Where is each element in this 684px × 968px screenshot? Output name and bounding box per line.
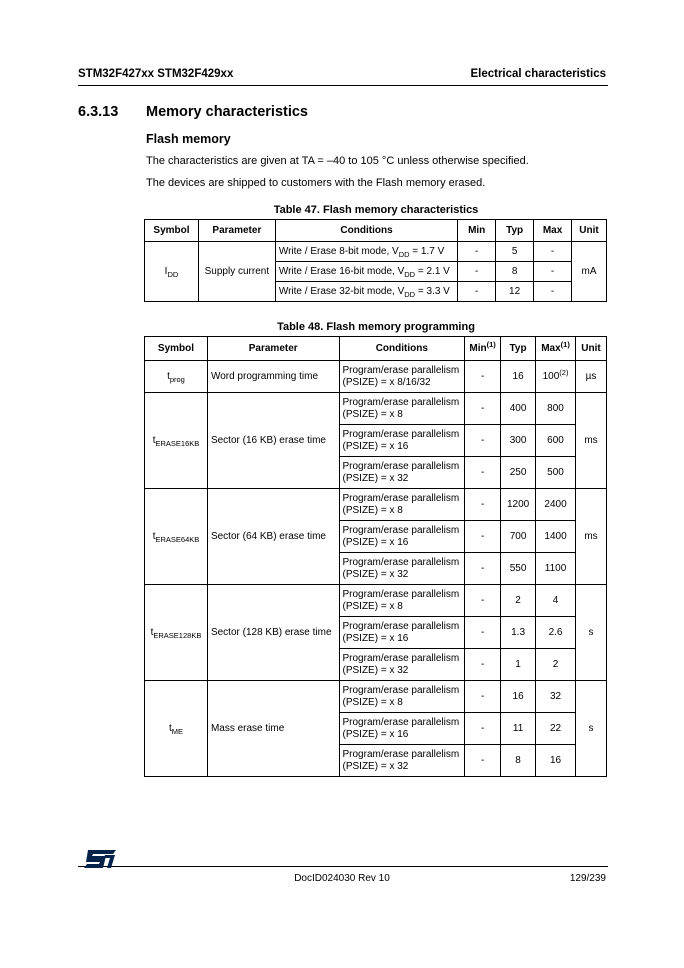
table48-min: - (465, 553, 501, 585)
table48-parameter: Sector (128 KB) erase time (207, 585, 339, 681)
table48-max: 2 (536, 649, 576, 681)
table48-unit: ms (576, 489, 607, 585)
table47-header-row (145, 220, 607, 242)
table47-header-conditions: Conditions (275, 220, 457, 242)
table48-max: 32 (536, 681, 576, 713)
table48-condition (339, 649, 465, 681)
condition-line2: (PSIZE) = x 16 (342, 440, 409, 452)
table47-condition (275, 282, 457, 302)
table48-symbol (145, 681, 208, 777)
table47-header-symbol: Symbol (145, 220, 199, 242)
table48-caption: Table 48. Flash memory programming (277, 321, 475, 333)
table48-condition (339, 553, 465, 585)
table48-typ: 16 (501, 681, 536, 713)
symbol-sub: DD (167, 269, 179, 279)
table47 (144, 219, 607, 302)
table-row (145, 489, 607, 521)
symbol-base: t (150, 626, 154, 638)
table48-unit: ms (576, 393, 607, 489)
table48-min: - (465, 713, 501, 745)
max-value: 100 (542, 370, 560, 382)
table48-min: - (465, 425, 501, 457)
symbol-base: t (167, 370, 170, 382)
table48-min: - (465, 361, 501, 393)
table48-header-conditions: Conditions (339, 337, 465, 361)
condition-pre: Write / Erase 8-bit mode, V (278, 245, 399, 257)
table48-symbol (145, 361, 208, 393)
table48-condition (339, 393, 465, 425)
symbol-sub: ERASE128KB (153, 630, 202, 640)
table48-symbol (145, 585, 208, 681)
condition-line2: (PSIZE) = x 8/16/32 (342, 376, 431, 388)
footer-doc-id: DocID024030 Rev 10 (294, 873, 390, 884)
header-right: Electrical characteristics (470, 68, 606, 80)
table48-max: 16 (536, 745, 576, 777)
table48-typ: 400 (501, 393, 536, 425)
table48-typ: 16 (501, 361, 536, 393)
table48 (144, 336, 607, 777)
header-max-label: Max (541, 342, 561, 354)
table48-symbol (145, 393, 208, 489)
table-row (145, 361, 607, 393)
condition-line1: Program/erase parallelism (342, 684, 460, 696)
section-number: 6.3.13 (78, 104, 119, 120)
condition-line2: (PSIZE) = x 32 (342, 472, 409, 484)
condition-sub: DD (404, 269, 416, 279)
table48-header-max (536, 337, 576, 361)
table48-min: - (465, 521, 501, 553)
table48-min: - (465, 745, 501, 777)
table48-header-min (465, 337, 501, 361)
table48-typ: 2 (501, 585, 536, 617)
condition-line1: Program/erase parallelism (342, 652, 460, 664)
condition-pre: Write / Erase 16-bit mode, V (278, 265, 405, 277)
condition-post: = 2.1 V (415, 265, 450, 277)
header-left: STM32F427xx STM32F429xx (78, 68, 234, 80)
condition-post: = 3.3 V (415, 285, 450, 297)
symbol-sub: ME (171, 726, 183, 736)
condition-sub: DD (404, 289, 416, 299)
table47-header-unit: Unit (572, 220, 607, 242)
table48-unit: s (576, 681, 607, 777)
table48-parameter: Word programming time (207, 361, 339, 393)
footnote-ref: (1) (486, 339, 496, 349)
condition-line2: (PSIZE) = x 16 (342, 728, 409, 740)
footnote-ref: (1) (560, 339, 570, 349)
table48-max: 2.6 (536, 617, 576, 649)
table48-min: - (465, 489, 501, 521)
table48-min: - (465, 585, 501, 617)
table47-header-typ: Typ (496, 220, 534, 242)
condition-line1: Program/erase parallelism (342, 620, 460, 632)
condition-line2: (PSIZE) = x 8 (342, 696, 403, 708)
table48-max: 500 (536, 457, 576, 489)
table47-typ: 12 (496, 282, 534, 302)
condition-line2: (PSIZE) = x 8 (342, 600, 403, 612)
table48-header-unit: Unit (576, 337, 607, 361)
st-logo-icon (84, 850, 116, 873)
table48-condition (339, 585, 465, 617)
table48-min: - (465, 649, 501, 681)
condition-line2: (PSIZE) = x 32 (342, 568, 409, 580)
table48-typ: 11 (501, 713, 536, 745)
subsection-title: Flash memory (146, 132, 231, 146)
condition-line1: Program/erase parallelism (342, 524, 460, 536)
paragraph: The characteristics are given at TA = –40 to 105 °C unless otherwise specified. (146, 155, 529, 167)
table48-header-row (145, 337, 607, 361)
table48-condition (339, 713, 465, 745)
table48-condition (339, 489, 465, 521)
table47-header-max: Max (534, 220, 572, 242)
condition-line2: (PSIZE) = x 8 (342, 408, 403, 420)
table48-condition (339, 617, 465, 649)
condition-line1: Program/erase parallelism (342, 396, 460, 408)
table48-max: 22 (536, 713, 576, 745)
symbol-sub: ERASE64KB (155, 534, 200, 544)
condition-sub: DD (398, 249, 410, 259)
symbol-base: t (168, 722, 172, 734)
table47-max: - (534, 262, 572, 282)
table48-condition (339, 745, 465, 777)
table48-condition (339, 425, 465, 457)
table48-typ: 550 (501, 553, 536, 585)
table48-symbol (145, 489, 208, 585)
symbol-base: I (164, 265, 168, 277)
table48-min: - (465, 617, 501, 649)
symbol-base: t (152, 434, 156, 446)
table48-max: 1100 (536, 553, 576, 585)
condition-line2: (PSIZE) = x 16 (342, 632, 409, 644)
condition-line1: Program/erase parallelism (342, 428, 460, 440)
table48-unit: s (576, 585, 607, 681)
table48-parameter: Mass erase time (207, 681, 339, 777)
condition-line2: (PSIZE) = x 8 (342, 504, 403, 516)
table48-typ: 1 (501, 649, 536, 681)
condition-line1: Program/erase parallelism (342, 716, 460, 728)
table47-parameter: Supply current (198, 242, 275, 302)
condition-line2: (PSIZE) = x 32 (342, 664, 409, 676)
table48-header-symbol: Symbol (145, 337, 208, 361)
table48-typ: 1.3 (501, 617, 536, 649)
table48-typ: 250 (501, 457, 536, 489)
table48-parameter: Sector (16 KB) erase time (207, 393, 339, 489)
table47-typ: 8 (496, 262, 534, 282)
condition-post: = 1.7 V (409, 245, 445, 257)
footer-rule (78, 866, 608, 867)
table47-symbol (145, 242, 199, 302)
table48-unit: µs (576, 361, 607, 393)
table48-header-parameter: Parameter (207, 337, 339, 361)
condition-line1: Program/erase parallelism (342, 460, 460, 472)
footnote-ref: (2) (559, 367, 569, 377)
table47-condition (275, 262, 457, 282)
table48-typ: 700 (501, 521, 536, 553)
table48-max: 4 (536, 585, 576, 617)
table47-min: - (458, 282, 496, 302)
header-rule (78, 85, 608, 86)
condition-line1: Program/erase parallelism (342, 748, 460, 760)
table48-typ: 1200 (501, 489, 536, 521)
table48-body (145, 361, 607, 777)
table48-min: - (465, 393, 501, 425)
table47-min: - (458, 242, 496, 262)
table-row (145, 681, 607, 713)
condition-line1: Program/erase parallelism (342, 364, 460, 376)
table48-min: - (465, 681, 501, 713)
table48-min: - (465, 457, 501, 489)
symbol-sub: ERASE16KB (155, 438, 200, 448)
footer-page-number: 129/239 (569, 873, 606, 884)
table47-typ: 5 (496, 242, 534, 262)
table-row (145, 242, 607, 262)
table48-max: 1400 (536, 521, 576, 553)
table47-max: - (534, 282, 572, 302)
table48-header-typ: Typ (501, 337, 536, 361)
table47-max: - (534, 242, 572, 262)
table48-parameter: Sector (64 KB) erase time (207, 489, 339, 585)
table47-condition (275, 242, 457, 262)
paragraph: The devices are shipped to customers with the Flash memory erased. (146, 177, 486, 189)
table47-caption: Table 47. Flash memory characteristics (273, 204, 479, 216)
table48-max: 800 (536, 393, 576, 425)
condition-line2: (PSIZE) = x 16 (342, 536, 409, 548)
table48-typ: 300 (501, 425, 536, 457)
table48-condition (339, 681, 465, 713)
symbol-sub: prog (169, 374, 185, 384)
table48-max: 2400 (536, 489, 576, 521)
table48-condition (339, 521, 465, 553)
condition-pre: Write / Erase 32-bit mode, V (278, 285, 405, 297)
table48-condition (339, 457, 465, 489)
header-min-label: Min (469, 342, 487, 354)
condition-line2: (PSIZE) = x 32 (342, 760, 409, 772)
table48-typ: 8 (501, 745, 536, 777)
table-row (145, 585, 607, 617)
symbol-base: t (152, 530, 156, 542)
table48-max: 600 (536, 425, 576, 457)
table47-unit: mA (572, 242, 607, 302)
section-title: Memory characteristics (146, 104, 308, 120)
table47-header-parameter: Parameter (198, 220, 275, 242)
table48-max (536, 361, 576, 393)
condition-line1: Program/erase parallelism (342, 556, 460, 568)
table-row (145, 393, 607, 425)
table47-header-min: Min (458, 220, 496, 242)
condition-line1: Program/erase parallelism (342, 588, 460, 600)
table48-condition (339, 361, 465, 393)
table47-min: - (458, 262, 496, 282)
condition-line1: Program/erase parallelism (342, 492, 460, 504)
